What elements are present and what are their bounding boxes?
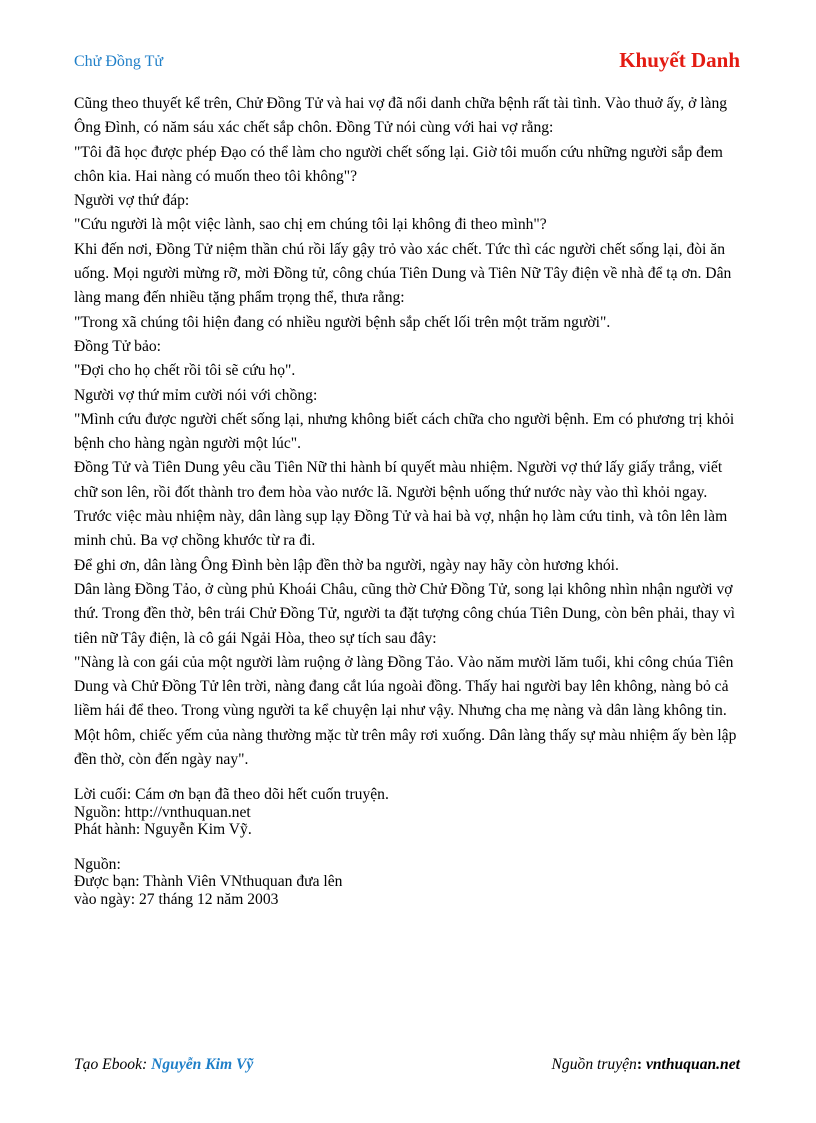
- paragraph: Người vợ thứ đáp:: [74, 192, 190, 210]
- source-site: vnthuquan.net: [645, 1056, 740, 1073]
- source-credit: [552, 1056, 740, 1074]
- paragraph: "Tôi đã học được phép Đạo có thể làm cho người chết sống lại. Giờ tôi muốn cứu những người sắp đem chôn kia. Hai nàng có muốn theo tôi không"?: [74, 143, 723, 185]
- ebook-creator: Nguyễn Kim Vỹ: [151, 1056, 254, 1073]
- closing-block: [74, 786, 746, 839]
- paragraph: Đồng Tử và Tiên Dung yêu cầu Tiên Nữ thi hành bí quyết màu nhiệm. Người vợ thứ lấy giấy trắng, viết chữ son lên, rồi đốt thành tro đem hòa vào nước lã. Người bệnh uống thứ nước này vào thì khỏi ngay. Trước việc màu nhiệm này, dân làng sụp lạy Đồng Tử và hai bà vợ, nhận họ làm cứu tinh, và tôn lên làm minh chủ. Ba vợ chồng khước từ ra đi.: [74, 459, 728, 550]
- source-label: Nguồn truyện: [551, 1056, 637, 1073]
- source-line: Được bạn: Thành Viên VNthuquan đưa lên: [74, 873, 343, 891]
- source-block: [74, 856, 746, 909]
- ebook-separator: :: [142, 1056, 152, 1073]
- paragraph: "Trong xã chúng tôi hiện đang có nhiều người bệnh sắp chết lối trên một trăm người".: [74, 313, 611, 331]
- book-title: Chử Đồng Tử: [74, 53, 164, 70]
- paragraph: "Đợi cho họ chết rồi tôi sẽ cứu họ".: [74, 362, 296, 380]
- paragraph: "Cứu người là một việc lành, sao chị em chúng tôi lại không đi theo mình"?: [74, 216, 547, 234]
- ebook-label: Tạo Ebook: [74, 1056, 143, 1073]
- paragraph: Đồng Tử bảo:: [74, 337, 161, 355]
- ebook-credit: [74, 1056, 253, 1074]
- closing-line: Nguồn: http://vnthuquan.net: [74, 803, 251, 821]
- paragraph: Khi đến nơi, Đồng Tử niệm thần chú rồi lấy gậy trỏ vào xác chết. Tức thì các người chết sống lại, đòi ăn uống. Mọi người mừng rỡ, mời Đồng tử, công chúa Tiên Dung và Tiên Nữ Tây điện về nhà để tạ ơn. Dân làng mang đến nhiều tặng phẩm trọng thể, thưa rằng:: [74, 240, 732, 307]
- paragraph: "Mình cứu được người chết sống lại, nhưng không biết cách chữa cho người bệnh. Em có phương trị khỏi bệnh cho hàng ngàn người một lúc".: [74, 410, 735, 453]
- closing-line: Phát hành: Nguyễn Kim Vỹ.: [74, 821, 252, 839]
- closing-notes: [74, 786, 746, 908]
- source-line: Nguồn:: [74, 855, 121, 873]
- paragraph: Để ghi ơn, dân làng Ông Đình bèn lập đền thờ ba người, ngày nay hãy còn hương khói.: [74, 556, 619, 574]
- paragraph: Người vợ thứ mỉm cười nói với chồng:: [74, 386, 318, 404]
- source-line: vào ngày: 27 tháng 12 năm 2003: [74, 890, 279, 908]
- paragraph: Dân làng Đồng Tảo, ở cùng phủ Khoái Châu, cũng thờ Chử Đồng Tử, song lại không nhìn nhận người vợ thứ. Trong đền thờ, bên trái Chử Đồng Tử, người ta đặt tượng công chúa Tiên Dung, còn bên phải, thay vì tiên nữ Tây điện, là cô gái Ngải Hòa, theo sự tích sau đây:: [74, 580, 735, 647]
- author-name: Khuyết Danh: [619, 48, 740, 72]
- closing-line: Lời cuối: Cám ơn bạn đã theo dõi hết cuốn truyện.: [74, 786, 389, 804]
- source-separator: :: [636, 1056, 646, 1073]
- paragraph: Cũng theo thuyết kể trên, Chử Đồng Tử và hai vợ đã nổi danh chữa bệnh rất tài tình. Vào thuở ấy, ở làng Ông Đình, có năm sáu xác chết sắp chôn. Đồng Tử nói cùng với hai vợ rằng:: [74, 95, 728, 137]
- page-header: [74, 48, 740, 78]
- story-content: [74, 92, 746, 925]
- paragraph: "Nàng là con gái của một người làm ruộng ở làng Đồng Tảo. Vào năm mười lăm tuổi, khi công chúa Tiên Dung và Chử Đồng Tử lên trời, nàng đang cắt lúa ngoài đồng. Thấy hai người bay lên không, nàng bỏ cả liềm hái để theo. Trong vùng người ta kể chuyện lại như vậy. Nhưng cha mẹ nàng và dân làng không tin. Một hôm, chiếc yếm của nàng thường mặc từ trên mây rơi xuống. Dân làng thấy sự màu nhiệm ấy bèn lập đền thờ, còn đến ngày nay".: [74, 653, 737, 769]
